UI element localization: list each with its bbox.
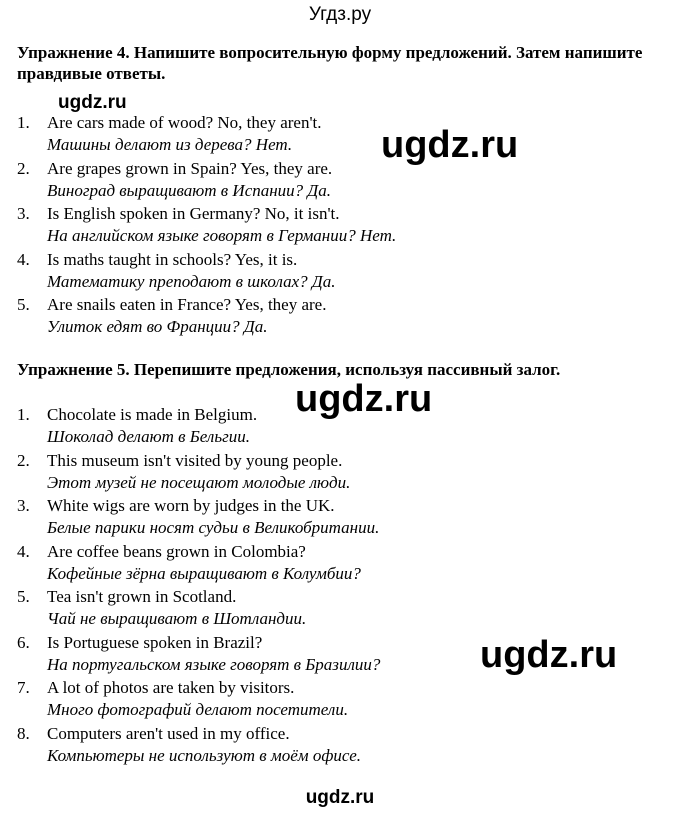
item-number: 4. (17, 249, 30, 269)
item-number: 2. (17, 450, 30, 470)
english-sentence: This museum isn't visited by young people. (47, 450, 343, 470)
watermark-footer: ugdz.ru (305, 787, 375, 808)
watermark-big: ugdz.ru (295, 378, 433, 420)
russian-translation: Чай не выращивают в Шотландии. (47, 609, 307, 628)
item-number: 1. (17, 113, 30, 132)
russian-translation: На английском языке говорят в Германии? Нет. (47, 226, 397, 245)
english-sentence: Is maths taught in schools? Yes, it is. (47, 249, 298, 269)
english-sentence: Tea isn't grown in Scotland. (47, 587, 237, 606)
russian-translation: Математику преподают в школах? Да. (47, 271, 336, 291)
watermark-small: ugdz.ru (58, 92, 127, 113)
english-sentence: Are grapes grown in Spain? Yes, they are. (47, 158, 333, 178)
watermark-big: ugdz.ru (480, 634, 618, 676)
english-sentence: Computers aren't used in my office. (47, 723, 290, 743)
english-sentence: Are cars made of wood? No, they aren't. (47, 113, 322, 132)
russian-translation: Компьютеры не используют в моём офисе. (47, 745, 362, 765)
english-sentence: Is English spoken in Germany? No, it isn't. (47, 204, 340, 223)
russian-translation: Улиток едят во Франции? Да. (47, 317, 268, 336)
russian-translation: Шоколад делают в Бельгии. (47, 427, 250, 446)
english-sentence: Is Portuguese spoken in Brazil? (47, 632, 263, 652)
watermark-big: ugdz.ru (381, 124, 519, 166)
item-number: 4. (17, 541, 30, 561)
site-header: Угдз.ру (308, 4, 372, 25)
english-sentence: A lot of photos are taken by visitors. (47, 678, 295, 697)
item-number: 5. (17, 295, 30, 314)
item-number: 6. (17, 632, 30, 652)
english-sentence: Are snails eaten in France? Yes, they are. (47, 295, 327, 314)
russian-translation: Этот музей не посещают молодые люди. (47, 472, 351, 492)
russian-translation: Машины делают из дерева? Нет. (47, 135, 293, 154)
english-sentence: White wigs are worn by judges in the UK. (47, 496, 335, 515)
item-number: 5. (17, 587, 30, 606)
exercise-4-title: Упражнение 4. Напишите вопросительную форму предложений. Затем напишите правдивые ответы. (17, 43, 643, 83)
russian-translation: Виноград выращивают в Испании? Да. (47, 180, 332, 200)
item-number: 3. (17, 496, 30, 515)
russian-translation: Белые парики носят судьи в Великобритании. (47, 518, 380, 537)
item-number: 8. (17, 723, 30, 743)
item-number: 3. (17, 204, 30, 223)
russian-translation: Кофейные зёрна выращивают в Колумбии? (47, 563, 361, 583)
item-number: 1. (17, 405, 30, 424)
item-number: 2. (17, 158, 30, 178)
russian-translation: Много фотографий делают посетители. (47, 700, 349, 719)
english-sentence: Are coffee beans grown in Colombia? (47, 541, 306, 561)
english-sentence: Chocolate is made in Belgium. (47, 405, 258, 424)
russian-translation: На португальском языке говорят в Бразилии? (47, 654, 381, 674)
exercise-5-title: Упражнение 5. Перепишите предложения, используя пассивный залог. (17, 360, 561, 379)
item-number: 7. (17, 678, 30, 697)
